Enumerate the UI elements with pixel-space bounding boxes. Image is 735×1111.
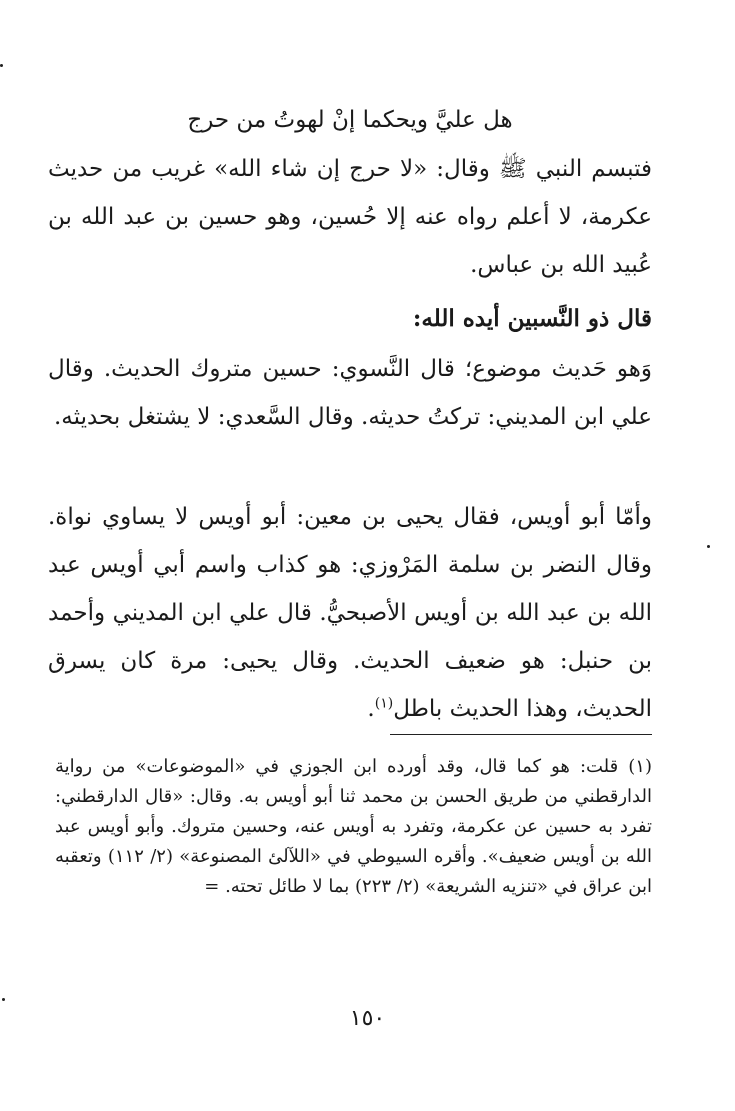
paragraph-3 <box>48 493 652 733</box>
paragraph-1: فتبسم النبي ﷺ وقال: «لا حرج إن شاء الله» غريب من حديث عكرمة، لا أعلم رواه عنه إلا حُسين، وهو حسين بن عبد الله بن عُبيد الله بن عباس. <box>48 156 652 278</box>
section-heading: قال ذو النَّسبين أيده الله: <box>412 305 652 332</box>
paragraph-3-text: وأمّا أبو أويس، فقال يحيى بن معين: أبو أويس لا يساوي نواة. وقال النضر بن سلمة المَرْوزي: هو كذاب واسم أبي أويس عبد الله بن عبد الله بن أويس الأصبحيُّ. قال علي ابن المديني وأحمد بن حنبل: هو ضعيف الحديث. وقال يحيى: مرة كان يسرق الحديث، وهذا الحديث باطل <box>48 504 653 722</box>
scan-speck <box>707 545 710 548</box>
scan-speck <box>2 998 5 1001</box>
footnote-reference: (١) <box>374 695 394 712</box>
footnote: (١) قلت: هو كما قال، وقد أورده ابن الجوزي في «الموضوعات» من رواية الدارقطني من طريق الحسن بن محمد ثنا أبو أويس به. وقال: «قال الدارقطني: تفرد به حسين عن عكرمة، وتفرد به أويس عنه، وحسين متروك. وأبو أويس عبد الله بن أويس ضعيف». وأقره السيوطي في «اللآلئ المصنوعة» (٢/ ١١٢) وتعقبه ابن عراق في «تنزيه الشريعة» (٢/ ٢٢٣) بما لا طائل تحته. = <box>55 756 652 897</box>
page-number: ١٥٠ <box>349 1006 386 1031</box>
paragraph-2 <box>48 345 652 441</box>
paragraph-2-text: وَهو حَديث موضوع؛ قال النَّسوي: حسين متروك الحديث. وقال علي ابن المديني: تركتُ حديثه. وقال السَّعدي: لا يشتغل بحديثه. <box>48 356 652 430</box>
scan-speck <box>0 64 3 67</box>
footnote-separator <box>390 734 652 735</box>
paragraph-3-end: . <box>367 696 375 722</box>
verse-line: هل عليَّ ويحكما إنْ لهوتُ من حرج <box>187 107 513 133</box>
